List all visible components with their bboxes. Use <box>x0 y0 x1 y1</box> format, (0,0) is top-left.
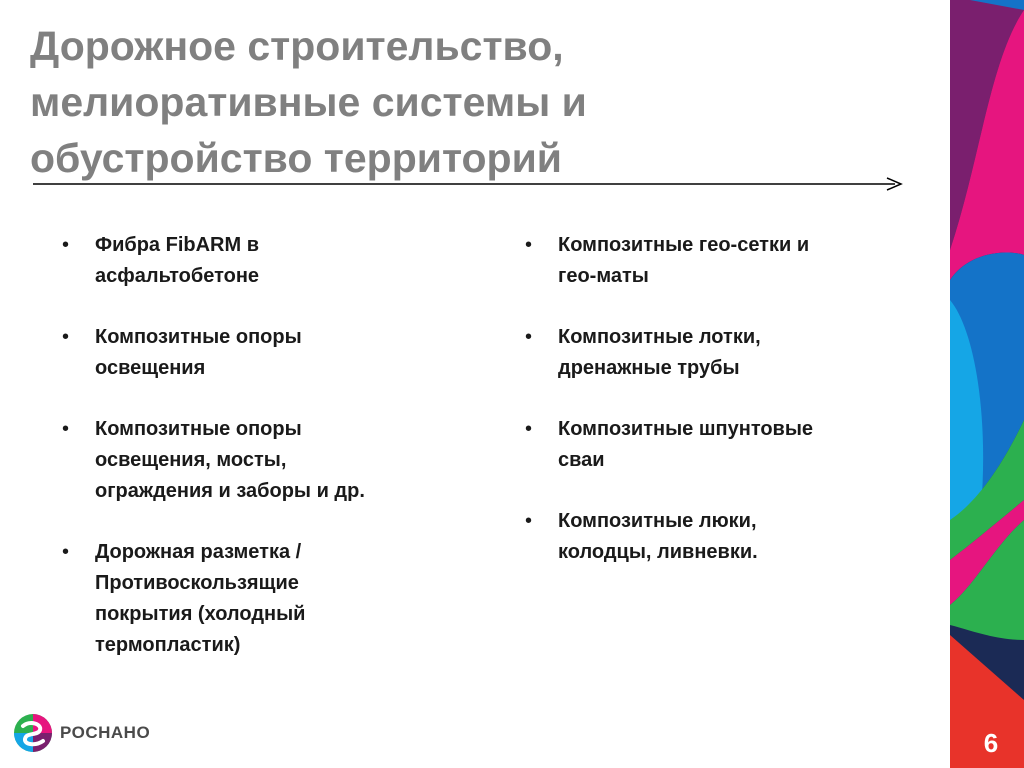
title-line: мелиоративные системы и <box>30 79 587 125</box>
rosnano-logo <box>12 712 150 754</box>
bullet-icon: • <box>62 326 70 348</box>
bullet-icon: • <box>525 234 533 256</box>
list-item-line: дренажные трубы <box>558 357 740 379</box>
list-item-line: Композитные лотки, <box>558 326 761 348</box>
list-item-line: гео-маты <box>558 265 649 287</box>
list-item-line: Композитные шпунтовые <box>558 418 814 440</box>
list-item-line: термопластик) <box>95 634 241 656</box>
list-item-line: асфальтобетоне <box>95 265 260 287</box>
list-item <box>62 414 482 507</box>
list-item-line: освещения <box>95 357 206 379</box>
title-line: Дорожное строительство, <box>30 23 564 69</box>
page-number: 6 <box>983 728 999 758</box>
slide-title <box>30 18 930 186</box>
list-item-line: сваи <box>558 449 605 471</box>
decorative-color-band <box>950 0 1024 768</box>
list-item-line: покрытия (холодный <box>95 603 306 625</box>
list-item <box>62 537 482 661</box>
bullet-icon: • <box>62 234 70 256</box>
list-item-line: Противоскользящие <box>95 572 299 594</box>
bullet-icon: • <box>525 326 533 348</box>
list-item-line: Фибра FibARM в <box>95 234 260 256</box>
list-item <box>62 230 482 292</box>
bullet-icon: • <box>525 418 533 440</box>
bullet-icon: • <box>62 541 70 563</box>
list-item <box>62 322 482 384</box>
list-item-line: освещения, мосты, <box>95 449 287 471</box>
rosnano-logo-icon <box>12 712 54 754</box>
list-item-line: Композитные опоры <box>95 418 302 440</box>
list-item <box>525 506 925 568</box>
bullet-icon: • <box>62 418 70 440</box>
list-item-line: колодцы, ливневки. <box>558 541 758 563</box>
list-item-line: Композитные люки, <box>558 510 757 532</box>
list-item-line: Композитные опоры <box>95 326 302 348</box>
rosnano-logo-text: РОСНАНО <box>60 723 151 742</box>
list-item <box>525 322 925 384</box>
list-item <box>525 414 925 476</box>
list-item <box>525 230 925 292</box>
title-arrow-divider <box>33 176 905 192</box>
list-item-line: ограждения и заборы и др. <box>95 480 365 502</box>
list-item-line: Дорожная разметка / <box>95 541 302 563</box>
right-bullet-list <box>525 230 925 598</box>
title-line: обустройство территорий <box>30 135 562 181</box>
bullet-icon: • <box>525 510 533 532</box>
list-item-line: Композитные гео-сетки и <box>558 234 810 256</box>
left-bullet-list <box>62 230 482 691</box>
